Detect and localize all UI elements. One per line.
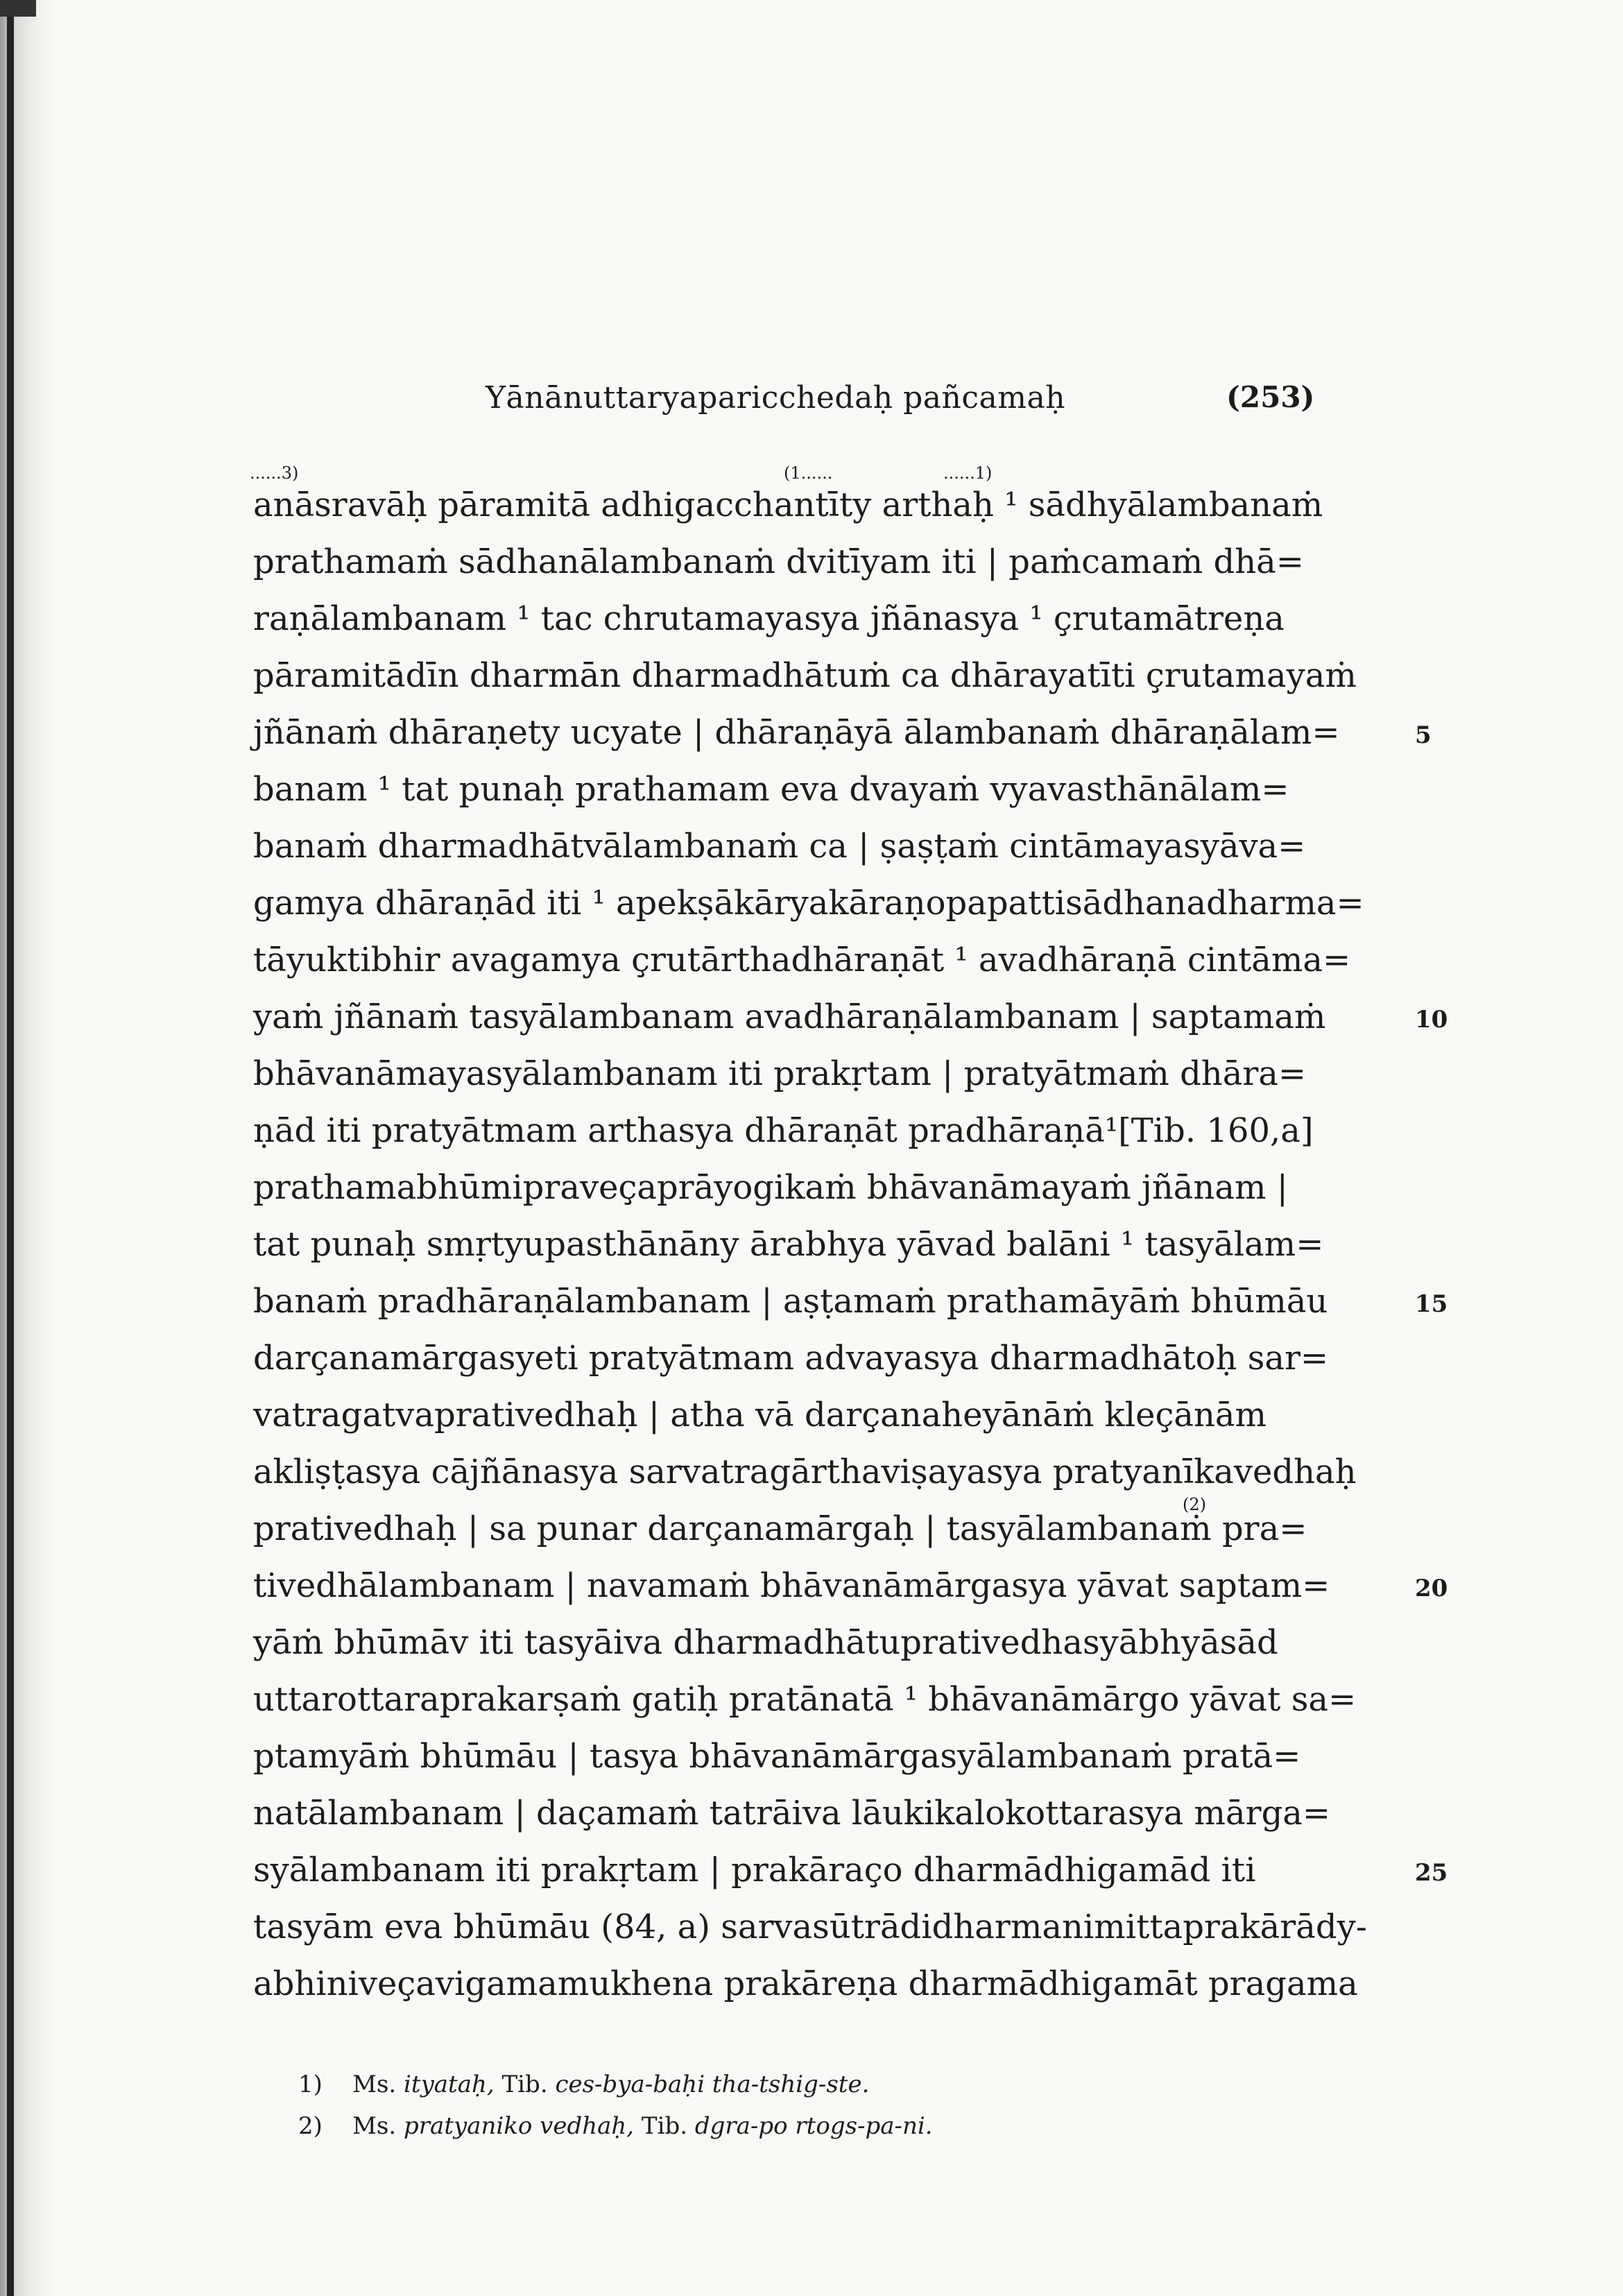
line-number: 20	[1415, 1575, 1448, 1602]
text-line: anāsravāḥ pāramitā adhigacchantīty arthaḥ ¹ sādhyālambanaṁ	[253, 486, 1323, 524]
footnote-tib-label: Tib.	[501, 2071, 548, 2098]
footnote-ms-reading: ityataḥ,	[404, 2071, 495, 2098]
footnote-tib-label: Tib.	[641, 2112, 688, 2140]
collation-mark: (1......	[784, 463, 833, 483]
text-line: akliṣṭasya cājñānasya sarvatragārthaviṣayasya pratyanīkavedhaḥ	[253, 1453, 1357, 1491]
book-spine-edge	[7, 0, 14, 2296]
text-line: natālambanam | daçamaṁ tatrāiva lāukikalokottarasya mārga=	[253, 1794, 1331, 1833]
text-line: abhiniveçavigamamukhena prakāreṇa dharmādhigamāt pragama	[253, 1964, 1358, 2003]
text-line: vatragatvaprativedhaḥ | atha vā darçanaheyānāṁ kleçānām	[253, 1396, 1267, 1434]
text-line: yāṁ bhūmāv iti tasyāiva dharmadhātuprativedhasyābhyāsād	[253, 1623, 1278, 1662]
footnote-tib-reading: ces-bya-baḥi tha-tshig-ste.	[555, 2071, 870, 2098]
page-number: (253)	[1226, 380, 1315, 414]
text-line: tat punaḥ smṛtyupasthānāny ārabhya yāvad balāni ¹ tasyālam=	[253, 1225, 1324, 1264]
text-line: prathamaṁ sādhanālambanaṁ dvitīyam iti | paṁcamaṁ dhā=	[253, 542, 1304, 581]
text-line: prathamabhūmipraveçaprāyogikaṁ bhāvanāmayaṁ jñānam |	[253, 1168, 1288, 1207]
footnote-tib-reading: dgra-po rtogs-pa-ni.	[694, 2112, 933, 2140]
line-number: 5	[1415, 721, 1432, 749]
text-line: raṇālambanam ¹ tac chrutamayasya jñānasya ¹ çrutamātreṇa	[253, 599, 1285, 638]
line-number: 15	[1415, 1290, 1448, 1318]
running-title: Yānānuttaryaparicchedaḥ pañcamaḥ	[486, 380, 1066, 415]
text-line: yaṁ jñānaṁ tasyālambanam avadhāraṇālambanam | saptamaṁ	[253, 997, 1326, 1036]
text-line: tasyām eva bhūmāu (84, a) sarvasūtrādidharmanimittaprakārādy-	[253, 1908, 1367, 1946]
footnote-number: 1)	[298, 2071, 323, 2098]
text-line: syālambanam iti prakṛtam | prakāraço dharmādhigamād iti	[253, 1851, 1256, 1890]
line-number: 25	[1415, 1859, 1448, 1887]
footnote-number: 2)	[298, 2112, 323, 2140]
text-line: tivedhālambanam | navamaṁ bhāvanāmārgasya yāvat saptam=	[253, 1566, 1330, 1605]
footnote-ms-label: Ms.	[352, 2071, 397, 2098]
footnote	[298, 2071, 869, 2098]
text-line: pāramitādīn dharmān dharmadhātuṁ ca dhārayatīti çrutamayaṁ	[253, 656, 1357, 695]
footnote	[298, 2112, 933, 2140]
footnote-2-marker: (2)	[1183, 1495, 1206, 1514]
text-line: ptamyāṁ bhūmāu | tasya bhāvanāmārgasyālambanaṁ pratā=	[253, 1737, 1301, 1776]
text-line: banaṁ pradhāraṇālambanam | aṣṭamaṁ prathamāyāṁ bhūmāu	[253, 1282, 1328, 1321]
footnote-ms-reading: pratyaniko vedhaḥ,	[404, 2112, 635, 2140]
text-line: tāyuktibhir avagamya çrutārthadhāraṇāt ¹ avadhāraṇā cintāma=	[253, 941, 1351, 979]
line-number: 10	[1415, 1006, 1448, 1034]
text-line: banaṁ dharmadhātvālambanaṁ ca | ṣaṣṭaṁ cintāmayasyāva=	[253, 827, 1306, 866]
collation-mark: ......1)	[943, 463, 993, 483]
text-line: jñānaṁ dhāraṇety ucyate | dhāraṇāyā ālambanaṁ dhāraṇālam=	[253, 713, 1340, 752]
book-spine-cap	[0, 0, 36, 17]
footnote-ms-label: Ms.	[352, 2112, 397, 2140]
text-line: ṇād iti pratyātmam arthasya dhāraṇāt pradhāraṇā¹[Tib. 160,a]	[253, 1111, 1314, 1150]
text-line: gamya dhāraṇād iti ¹ apekṣākāryakāraṇopapattisādhanadharma=	[253, 884, 1364, 923]
text-line: bhāvanāmayasyālambanam iti prakṛtam | pratyātmaṁ dhāra=	[253, 1054, 1307, 1093]
text-line: darçanamārgasyeti pratyātmam advayasya dharmadhātoḥ sar=	[253, 1339, 1329, 1378]
text-line: banam ¹ tat punaḥ prathamam eva dvayaṁ vyavasthānālam=	[253, 770, 1289, 809]
collation-mark: ......3)	[250, 463, 299, 483]
text-line: prativedhaḥ | sa punar darçanamārgaḥ | tasyālambanaṁ pra=	[253, 1509, 1307, 1548]
text-line: uttarottaraprakarṣaṁ gatiḥ pratānatā ¹ bhāvanāmārgo yāvat sa=	[253, 1680, 1357, 1719]
